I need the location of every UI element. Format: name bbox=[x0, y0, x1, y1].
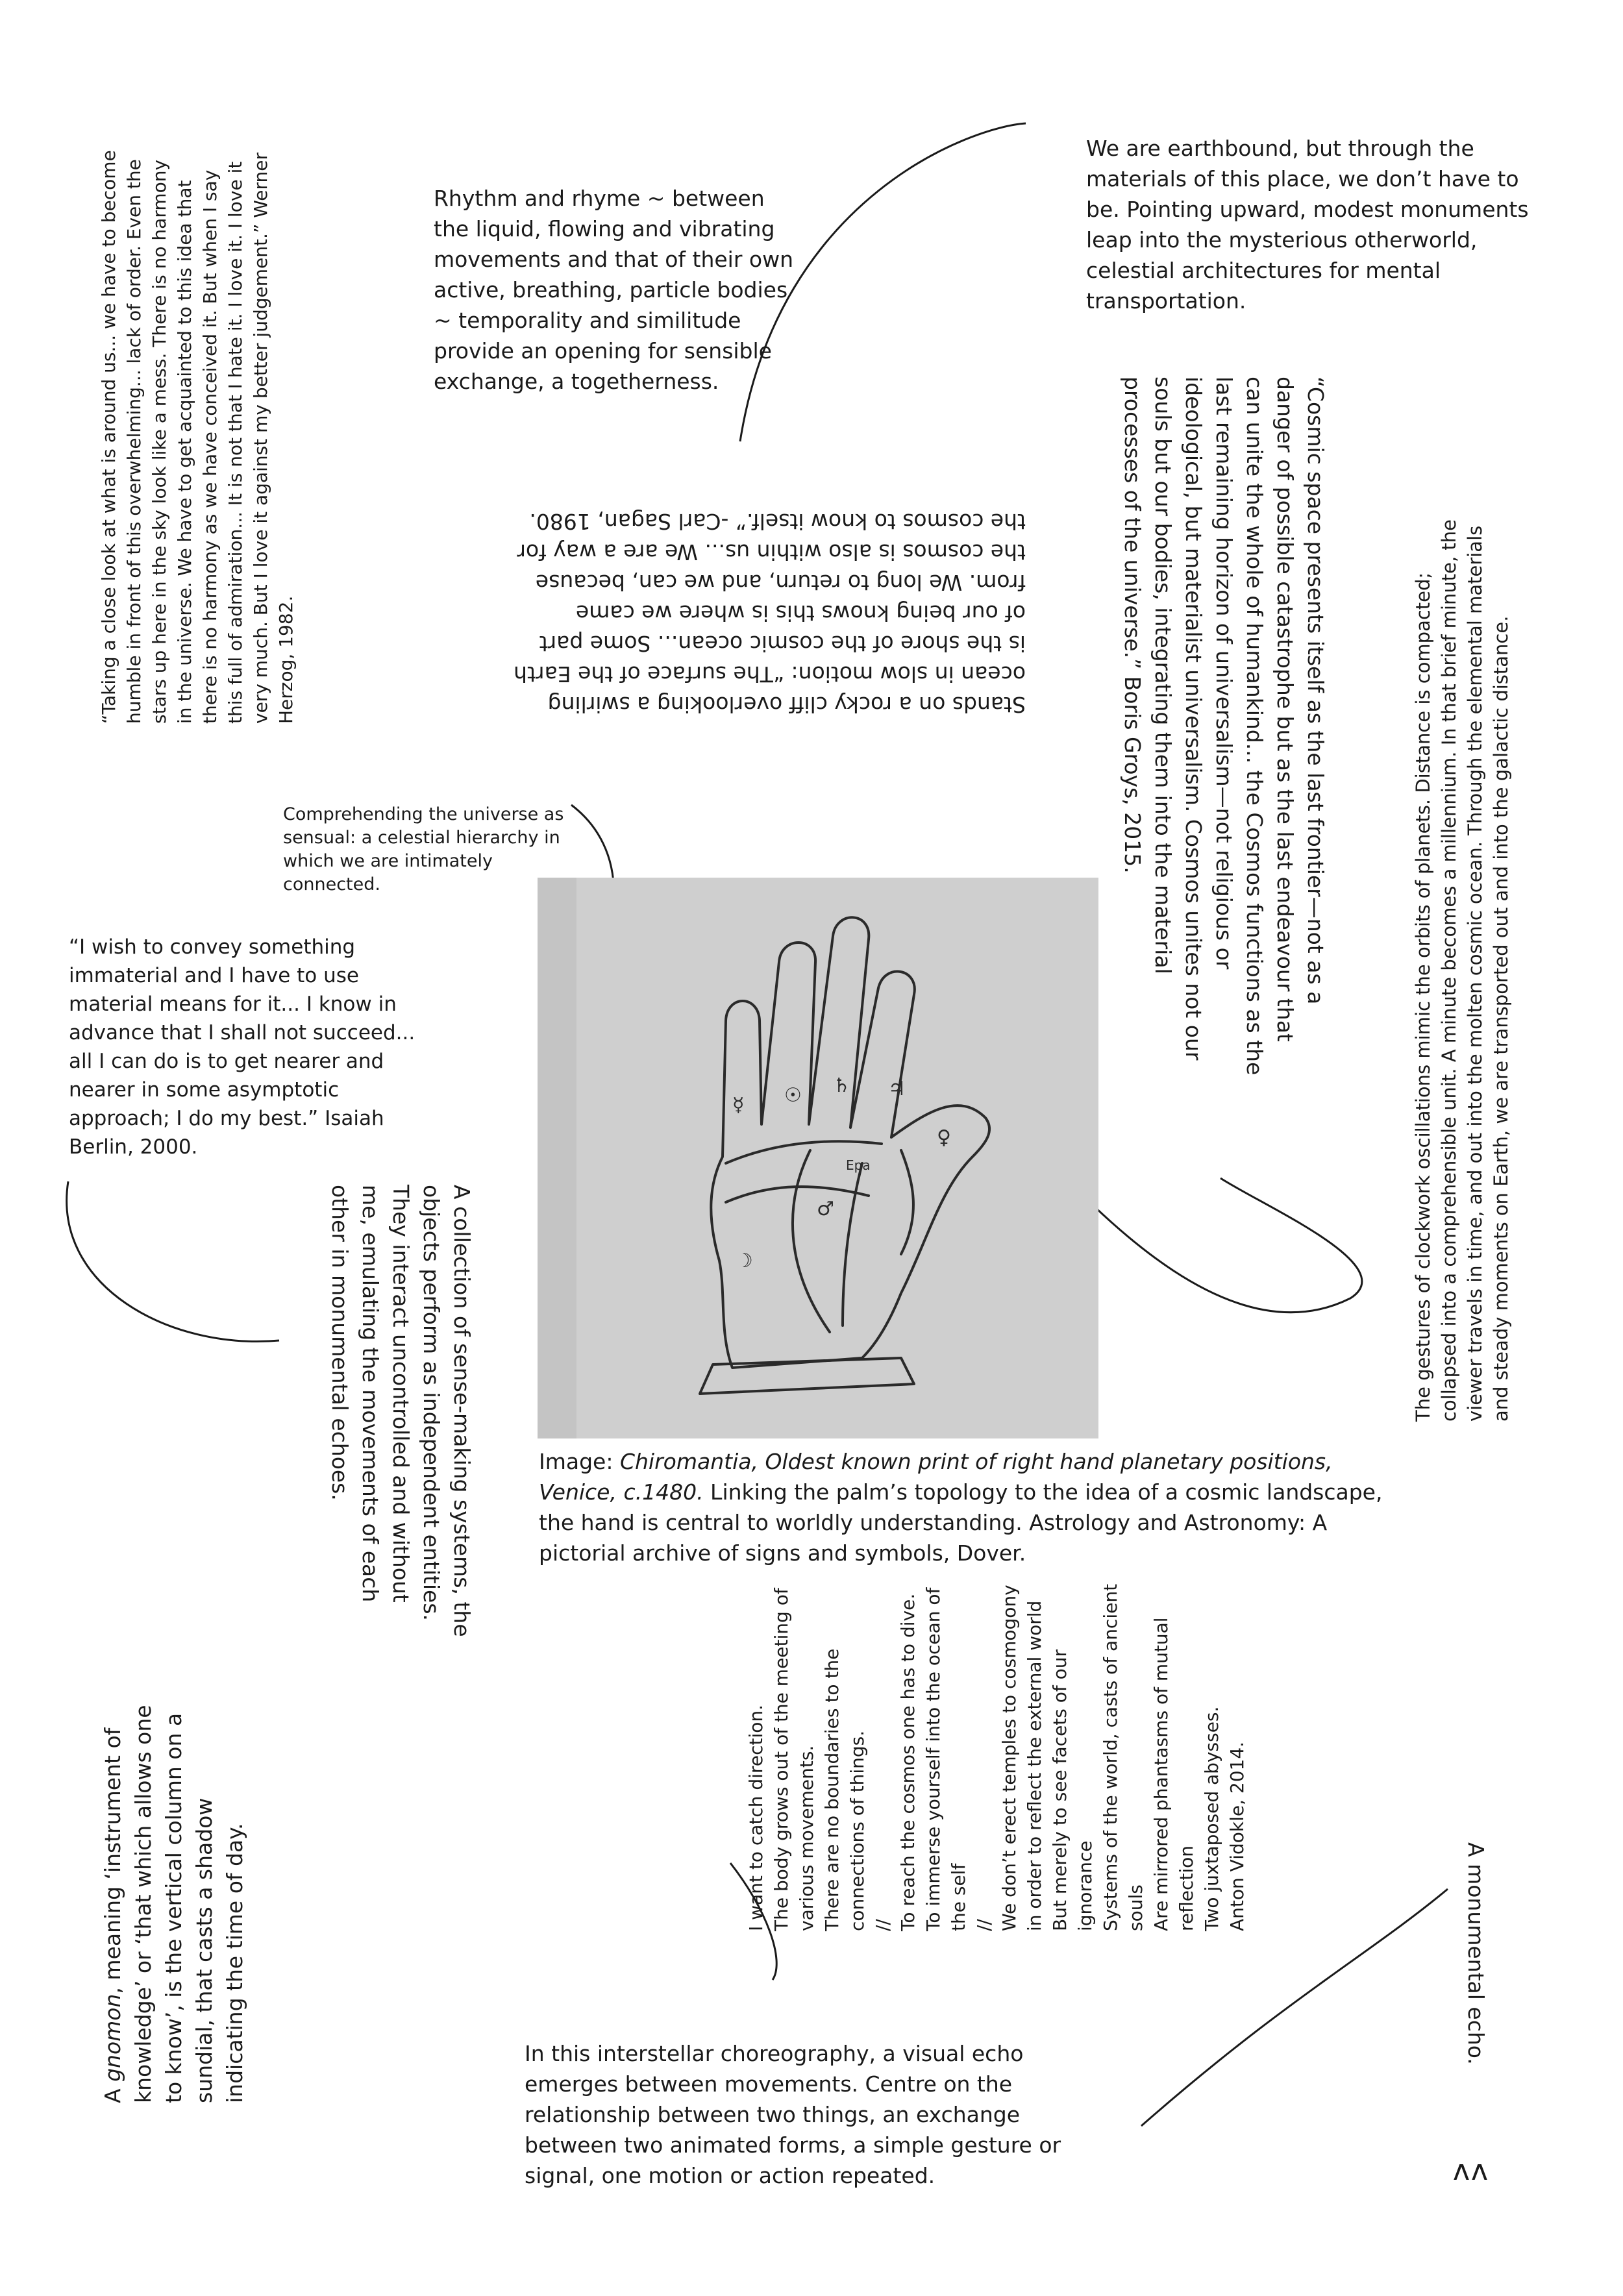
poem-line: Systems of the world, casts of ancient souls bbox=[1100, 1583, 1146, 1931]
gnomon-prefix: A bbox=[100, 2081, 125, 2103]
palm-marking-text: Epa bbox=[846, 1157, 871, 1173]
gnomon-body: , meaning ‘instrument of knowledge’ or ‘that which allows one to know’, is the vertical column on a sundial, that casts a shadow indicating the time of day. bbox=[100, 1705, 247, 2103]
earthbound-text-block bbox=[1086, 133, 1554, 316]
vidokle-poem-block bbox=[743, 1581, 1250, 1931]
sagan-quote: Stands on a rocky cliff overlooking a swirling ocean in slow motion: “The surface of the Earth is the shore of the cosmic ocean... Some part of our being knows this is where we came from. We long to return, and we can, because the cosmos is also within us... We are a way for the cosmos to know itself.” -Carl Sagan, 1980. bbox=[514, 509, 1026, 717]
saturn-glyph: ♄ bbox=[833, 1074, 850, 1097]
curve-left bbox=[67, 1181, 279, 1341]
monumental-echo: A monumental echo. bbox=[1463, 1842, 1489, 2065]
berlin-quote-block bbox=[69, 933, 439, 1161]
mars-glyph: ♂ bbox=[817, 1198, 834, 1220]
caption-title: Chiromantia, Oldest known print of right hand planetary positions, Venice, c.1480. bbox=[539, 1449, 1333, 1505]
groys-quote: “Cosmic space presents itself as the last frontier—not as a danger of possible catastrophe but as the last endeavour that can unite the whole of humankind... the Cosmos functions as the last remaining horizon of universalism—not religious or ideological, but materialist universalism. Cosmos unites not our souls but our bodies, integrating them into the material processes of the universe.” Boris Groys, 2015. bbox=[1120, 376, 1328, 1076]
herzog-quote: “Taking a close look at what is around us... we have to become humble in front of this overwhelming... lack of order. Even the stars up here in the sky look like a mess. There is no harmony in the universe. We have to get acquainted to this idea that there is no harmony as we have conceived it. But when I say this full of admiration... It is not that I hate it. I love it. I love it very much. But I love it against my better judgement.” Werner Herzog, 1982. bbox=[98, 150, 297, 724]
poem-line: There are no boundaries to the connections of things. bbox=[821, 1648, 868, 1931]
sagan-quote-block bbox=[513, 506, 1026, 720]
poem-line: We don’t erect temples to cosmogony in order to reflect the external world bbox=[998, 1585, 1045, 1931]
sun-glyph: ☉ bbox=[784, 1084, 802, 1107]
caption-prefix: Image: bbox=[539, 1449, 620, 1474]
monumental-echo-block bbox=[1461, 1842, 1490, 2102]
poem-line: To reach the cosmos one has to dive. bbox=[897, 1593, 919, 1931]
collection-text: A collection of sense-making systems, the objects perform as independent entities. They interact uncontrolled and without me, emulating the movements of each other in monumental echoes. bbox=[327, 1185, 475, 1637]
poem-line: To immerse yourself into the ocean of the self bbox=[923, 1587, 969, 1931]
interstellar-text: In this interstellar choreography, a visual echo emerges between movements. Centre on the relationship between two things, an exchange between two animated forms, a simple gesture or signal, one motion or action repeated. bbox=[525, 2041, 1061, 2188]
rhythm-text-block bbox=[434, 183, 797, 397]
page-mark bbox=[1453, 2154, 1489, 2187]
poem-line: Two juxtaposed abysses. bbox=[1201, 1706, 1222, 1931]
clockwork-text-block bbox=[1410, 519, 1514, 1422]
poem-line: // bbox=[872, 1919, 893, 1931]
rhythm-text: Rhythm and rhyme ~ between the liquid, flowing and vibrating movements and that of their own active, breathing, particle bodies ~ temporality and similitude provide an opening for sensible exchange, a togetherness. bbox=[434, 186, 794, 394]
poem-line: Anton Vidokle, 2014. bbox=[1226, 1741, 1248, 1931]
collection-text-block bbox=[325, 1185, 477, 1639]
gnomon-text-block bbox=[97, 1701, 250, 2103]
venus-glyph: ♀ bbox=[937, 1126, 951, 1149]
page-mark-text: ʌʌ bbox=[1453, 2154, 1490, 2187]
groys-quote-block bbox=[1117, 376, 1331, 1084]
interstellar-text-block bbox=[525, 2038, 1083, 2191]
poem-line: // bbox=[973, 1919, 995, 1931]
poem-line: The body grows out of the meeting of various movements. bbox=[771, 1588, 817, 1931]
earthbound-text: We are earthbound, but through the materials of this place, we don’t have to be. Pointing upward, modest monuments leap into the mysterious otherworld, celestial architectures for mental transportation. bbox=[1086, 136, 1529, 314]
poem-line: I want to catch direction. bbox=[745, 1704, 767, 1931]
poem-line: Are mirrored phantasms of mutual reflection bbox=[1150, 1617, 1197, 1931]
mercury-glyph: ☿ bbox=[732, 1094, 745, 1117]
berlin-quote: “I wish to convey something immaterial and I have to use material means for it... I know in advance that I shall not succeed... all I can do is to get nearer and nearer in some asymptotic approach; I do my best.” Isaiah Berlin, 2000. bbox=[69, 935, 415, 1159]
palm-drawing bbox=[538, 878, 1098, 1438]
comprehending-text: Comprehending the universe as sensual: a celestial hierarchy in which we are intimately connected. bbox=[283, 804, 564, 895]
clockwork-text: The gestures of clockwork oscillations mimic the orbits of planets. Distance is compacted; collapsed into a comprehensible unit. A minute becomes a millennium. In that brief minute, the viewer travels in time, and out into the molten cosmic ocean. Through the elemental materials and steady moments on Earth, we are transported out and into the galactic distance. bbox=[1412, 519, 1512, 1422]
moon-glyph: ☽ bbox=[736, 1250, 753, 1272]
gnomon-term: gnomon bbox=[100, 1994, 125, 2082]
poem-line: But merely to see facets of our ignorance bbox=[1049, 1649, 1096, 1931]
image-caption bbox=[539, 1446, 1383, 1568]
herzog-quote-block bbox=[96, 140, 299, 724]
palm-illustration bbox=[538, 878, 1098, 1438]
caption-body: Linking the palm’s topology to the idea of a cosmic landscape, the hand is central to worldly understanding. Astrology and Astronomy: A pictorial archive of signs and symbols, Dover. bbox=[539, 1479, 1383, 1566]
jupiter-glyph: ♃ bbox=[888, 1078, 906, 1100]
